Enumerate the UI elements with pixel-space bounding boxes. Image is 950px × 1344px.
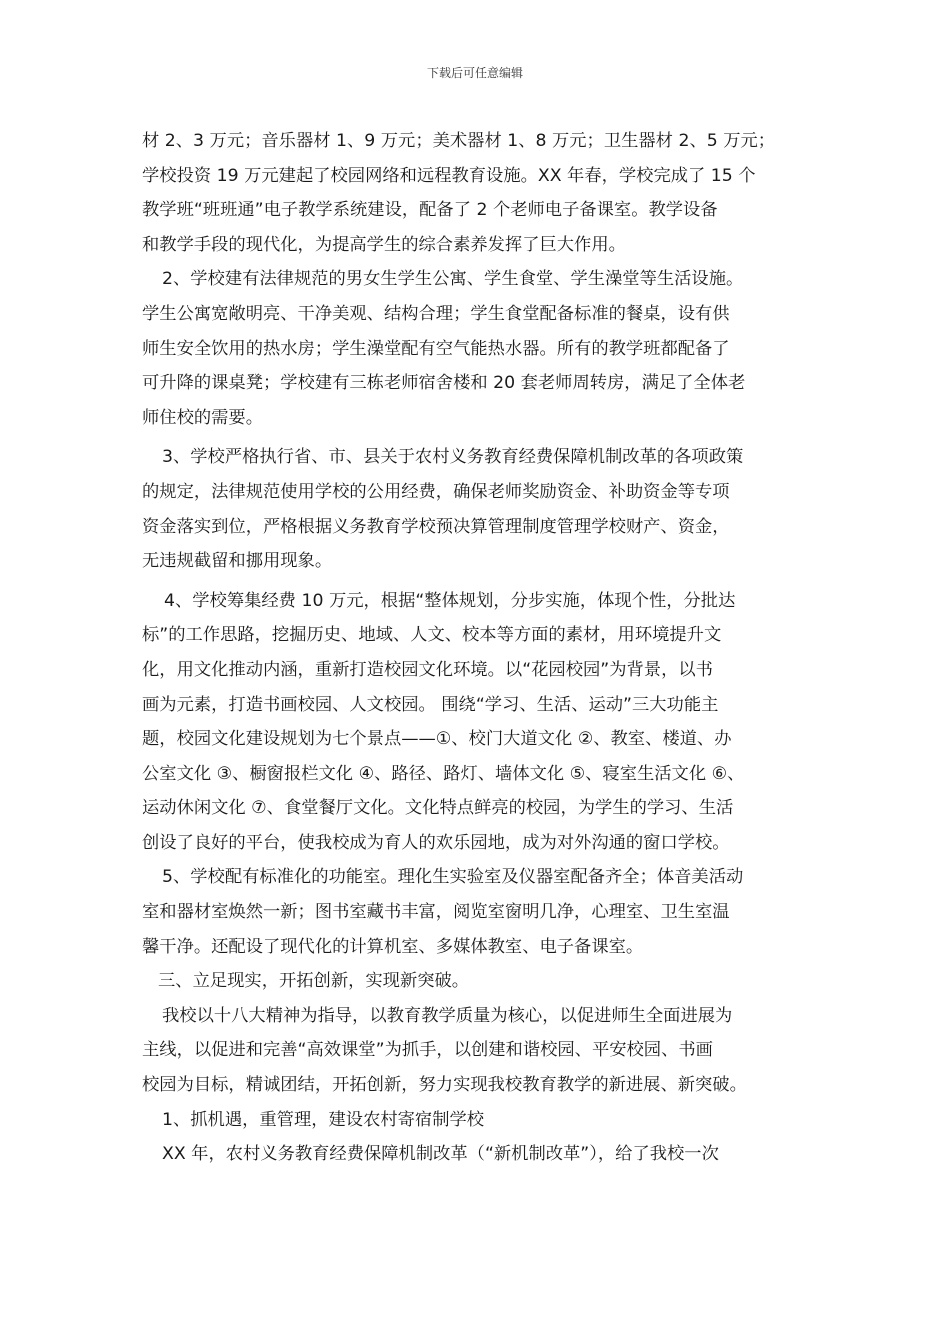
text-line: 资金落实到位，严格根据义务教育学校预决算管理制度管理学校财产、资金， (142, 516, 730, 537)
text-line: 学校投资 19 万元建起了校园网络和远程教育设施。XX 年春，学校完成了 15 个 (142, 165, 756, 186)
text-line: 可升降的课桌凳；学校建有三栋老师宿舍楼和 20 套老师周转房，满足了全体老 (142, 373, 746, 394)
paragraph-start: 5、学校配有标准化的功能室。理化生实验室及仪器室配备齐全；体音美活动 (162, 867, 744, 888)
text-line: 室和器材室焕然一新；图书室藏书丰富，阅览室窗明几净，心理室、卫生室温 (142, 902, 730, 923)
page-header: 下载后可任意编辑 (426, 66, 523, 80)
paragraph-start: XX 年，农村义务教育经费保障机制改革（“新机制改革”），给了我校一次 (162, 1144, 719, 1165)
document-body (142, 124, 812, 1172)
text-line: 标”的工作思路，挖掘历史、地域、人文、校本等方面的素材，用环境提升文 (142, 625, 722, 646)
text-line: 师住校的需要。 (142, 407, 263, 428)
text-line: 的规定，法律规范使用学校的公用经费，确保老师奖励资金、补助资金等专项 (142, 481, 730, 502)
text-line: 校园为目标，精诚团结，开拓创新，努力实现我校教育教学的新进展、新突破。 (142, 1075, 747, 1096)
text-line: 题，校园文化建设规划为七个景点——①、校门大道文化 ②、教室、楼道、办 (142, 729, 732, 750)
text-line: 运动休闲文化 ⑦、食堂餐厅文化。文化特点鲜亮的校园，为学生的学习、生活 (142, 798, 734, 819)
text-line: 馨干净。还配设了现代化的计算机室、多媒体教室、电子备课室。 (142, 936, 644, 957)
section-heading: 三、立足现实，开拓创新，实现新突破。 (158, 971, 470, 992)
paragraph-start: 我校以十八大精神为指导，以教育教学质量为核心，以促进师生全面进展为 (162, 1005, 733, 1026)
text-line: 主线，以促进和完善“高效课堂”为抓手，以创建和谐校园、平安校园、书画 (142, 1040, 713, 1061)
paragraph-start: 4、学校筹集经费 10 万元，根据“整体规划，分步实施，体现个性，分批达 (164, 590, 736, 611)
paragraph-start: 3、学校严格执行省、市、县关于农村义务教育经费保障机制改革的各项政策 (162, 447, 744, 468)
text-line: 教学班“班班通”电子教学系统建设，配备了 2 个老师电子备课室。教学设备 (142, 200, 718, 221)
text-line: 画为元素，打造书画校园、人文校园。 围绕“学习、生活、运动”三大功能主 (142, 694, 719, 715)
text-line: 公室文化 ③、橱窗报栏文化 ④、路径、路灯、墙体文化 ⑤、寝室生活文化 ⑥、 (142, 763, 745, 784)
text-line: 无违规截留和挪用现象。 (142, 551, 333, 572)
text-line: 化，用文化推动内涵，重新打造校园文化环境。以“花园校园”为背景，以书 (142, 659, 713, 680)
text-line: 材 2、3 万元；音乐器材 1、9 万元；美术器材 1、8 万元；卫生器材 2、5 万元； (142, 131, 776, 151)
text-line: 学生公寓宽敞明亮、干净美观、结构合理；学生食堂配备标准的餐桌，设有供 (142, 303, 730, 324)
text-line: 师生安全饮用的热水房；学生澡堂配有空气能热水器。所有的教学班都配备了 (142, 338, 730, 359)
text-line: 和教学手段的现代化，为提高学生的综合素养发挥了巨大作用。 (142, 234, 626, 255)
text-line: 创设了良好的平台，使我校成为育人的欢乐园地，成为对外沟通的窗口学校。 (142, 832, 730, 853)
subsection-heading: 1、抓机遇，重管理，建设农村寄宿制学校 (162, 1109, 485, 1130)
paragraph-start: 2、学校建有法律规范的男女生学生公寓、学生食堂、学生澡堂等生活设施。 (162, 269, 744, 290)
